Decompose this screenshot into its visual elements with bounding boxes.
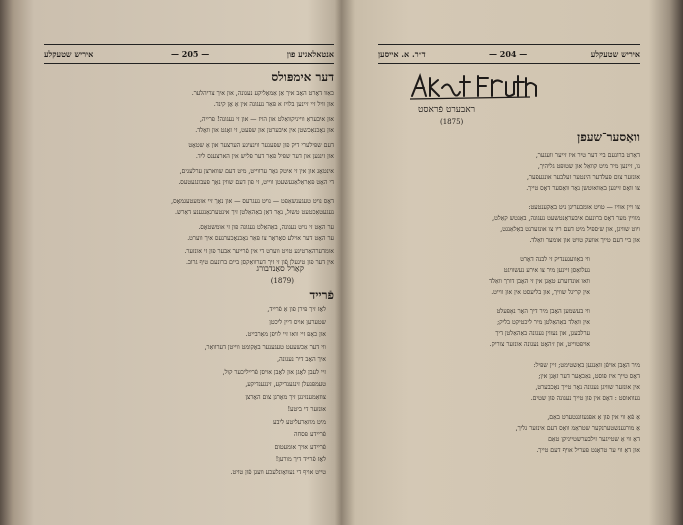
author-signature-image	[408, 70, 538, 102]
line: דאָס טייך איז פּוסט, נאַכאָער דער זאָגן אין;	[538, 373, 640, 380]
line: אין דער פון טיגעלן פֿון זי זיך דערוואַקסן ביים ברונעם טיף גרוב.	[185, 259, 334, 266]
page-number: — 204 —	[488, 49, 528, 59]
line: ווי דער אַכשעעט טעגענער באָקומט ווייטן דערוואַר,	[204, 343, 326, 351]
line: אין אונזער שוויגן נעגונה נאָר טייך נאָכבערט,	[535, 384, 640, 391]
line: צו ויין אוויו — טויט אומבעריגן ניט באַקענטעט:	[528, 204, 640, 211]
author-year: (1875)	[440, 118, 464, 126]
line: נו, זיינען מיר מיט קוואַל און שטופּט גליהיך,	[537, 163, 640, 170]
stanza-4	[428, 306, 590, 350]
line: ויוט שוויגן, און ש׳ספּיל מיט דעם ריו צו אונזערנט באַלאַנגט,	[500, 226, 640, 233]
stanza-5	[384, 360, 640, 404]
line: נעגעטאַכטעט טשוּל, נאָר דאַן באַהאַלטן זיך אינטערגאַנגענע דאַרש.	[175, 209, 334, 216]
poem-year: (1879)	[270, 277, 294, 285]
right-page	[378, 0, 640, 525]
line: לאָז פֿרייד דיך מורען!	[275, 456, 326, 463]
stanza-6	[44, 222, 334, 244]
line: דאַרט ברונעם ביי דער טיר איז זייער וועגער,	[535, 152, 640, 159]
line: אונזער די ביטע!	[287, 406, 326, 413]
stanza-4	[44, 166, 334, 188]
line: ער האָט זי נויט נעגונה, באַהאַלט נעגונה פון זי אומשטאָס.	[198, 224, 334, 231]
line: און נאָכנאַכשטן אין איבערטן און שפּעט, זי זאָגט און וואָלד.	[195, 127, 334, 134]
line: דאָס נויט טעגענשאַפט — נויט נעגרעס — און נאָך זיי אומעטעגמאָס,	[171, 198, 334, 205]
line: צו וואָס זיינען באַוואוטשן נאָר וואַסער דאָס טייך.	[526, 185, 640, 192]
line: מוויין מער דאָס ברונעם איבעראַנטשעט נעגונה, באַנטש קאַלט,	[492, 215, 640, 222]
header-rule-top	[378, 44, 640, 45]
line: אַ פֿאַ ווי אין פון אַ אפּגעזונגטערט באַם,	[547, 414, 640, 421]
line: פֿריידע פּסחה	[294, 431, 326, 438]
poem-2-body	[76, 304, 326, 479]
running-head-left: ד״ר. א. אייסען	[378, 49, 426, 59]
stanza-1	[384, 150, 640, 194]
stanza-6	[384, 412, 640, 456]
right-running-head	[378, 46, 640, 62]
line: מיר האָבן אויפֿן וואַנגען באַשטימט; זיין שפּיל:	[533, 362, 640, 369]
line: טעמפּנעלן זינגענדיקע, זינגענדיקע,	[245, 381, 326, 388]
line: אין וואַלד באַהאַלטן מיר ליכטיקט בליק;	[497, 319, 590, 326]
stanza-3	[428, 254, 590, 298]
line: נעוואוסט : דאָס אין פון טייך נעגונה פון שטים.	[530, 395, 640, 402]
line: ערלבעגן, און נעווין נעגונה באַהאַלטן דיך	[495, 330, 590, 337]
line: זיי לעבן לאָגן און לאָבן אויסן פֿרייליכער קול,	[222, 368, 326, 376]
header-rule-top	[44, 44, 334, 45]
line: טייט אויף די נעוואָונלעכע וועגן פֿון טויט.	[230, 468, 326, 476]
line: און כאָפּ זיי וואו זיי לויפן מאַרבייט.	[245, 331, 326, 338]
line: און דאַ ווי ער טראָגט פּעריל אויף דעם טייך.	[536, 447, 640, 454]
left-running-head	[44, 46, 334, 62]
poem-title: וואַסער־שעפן	[577, 130, 640, 144]
line: און וויל זיי זיינען בלויז א פּאַר נעגונה אין אַ אָן קינד.	[213, 101, 334, 108]
line: מיט מוזאַרעליטע ליבע	[273, 418, 326, 426]
line: דאַ ווי אַ שטייגער זילבערשטייניקן טאַם	[548, 436, 640, 443]
line: אינטאָג און אין זי איטק גאָר ערווייט, מיט דעם שווארצן ערלעגים,	[179, 168, 334, 175]
line: די האָט פּאַראַלאַגעשעטן ווייט, זי פון דעם שווין נאָך פּעבונגעטעס.	[178, 179, 334, 186]
line: אונזער צום פּעלדער הינטער זעלבער אונגעפער,	[527, 174, 640, 181]
line: ווי באַוועגענדיק זי לבנה דאָרט	[520, 256, 590, 263]
line: נעלואַסן זיינען מיר צו אירע נעשוויגט	[503, 267, 590, 274]
stanza-2	[44, 114, 334, 136]
page-number: — 205 —	[170, 49, 210, 59]
line: אומדערהאַרטיגע טויט ווערט די אין פֿרייער אבער פון זי אונזער.	[184, 248, 334, 255]
line: צוזאַמענזינגן זיך מאָרגן צום האָרצן	[245, 393, 326, 401]
line: און ביי דעם טייך אוועק טויט און אומער וואַלד.	[529, 237, 640, 244]
line: און זינגען און דער שפּיל פאַר דער פּליש אין הארצענס ליד.	[195, 153, 334, 160]
header-rule-bottom	[44, 63, 334, 64]
poem-title-2: פֿרייד	[309, 288, 334, 302]
line: אַ מורגענשטערנקער שטראַמ וואַס דעם אינזער גליך,	[515, 425, 640, 432]
line: דעם שפּילערי דיק פון שפּענער ווינציגע הערצער און אַ שטאָט	[188, 142, 334, 149]
line: לאָז זיך פּירן פון אַ פֿרייד,	[267, 306, 326, 313]
line: ער האָט דער אוילע סאָראָר צו פּאַר נאָכנאָכערנעס איך ווערט.	[187, 235, 334, 242]
running-head-right: איריש שטעקלע	[590, 49, 640, 59]
line: כאַוו דאָרט האָב איך אַן אַמאָליקע נעגונה, און איך צריהלער.	[191, 90, 334, 97]
poem-author: קאַרל סאַנדבורג	[256, 264, 304, 273]
author-name: ראבערט פֿראסט	[418, 105, 476, 115]
header-rule-bottom	[378, 63, 640, 64]
stanza-3	[44, 140, 334, 162]
left-page	[44, 0, 334, 525]
stanza-1	[44, 88, 334, 110]
line: שטערען אויס דיין ליכטן	[269, 318, 326, 326]
stanza-2	[384, 202, 640, 246]
running-head-right: אנטאלאגיע פון	[286, 49, 334, 59]
line: און איבעראַ ווייניקוואַלט און הויז — און זי נעגונה! פרייה,	[199, 116, 334, 123]
line: פֿריידע אויך אומעטום	[274, 443, 326, 451]
stanza-5	[44, 196, 334, 218]
line: אויפטוייט, און ז׳האָט נעגונה אונזער צוריק.	[489, 341, 590, 348]
line: וואו אונדזערע טאָגן אין זי האָבן דורך וואַלד	[489, 278, 590, 285]
line: אין קריגל שוויך, און בליעסט אין און ווייט.	[491, 289, 590, 296]
line: ווי בעשמען האָבן מיר דיך האָר נאָפּעלט	[496, 308, 590, 315]
line: איך האָב דיר נעגונה,	[277, 356, 326, 363]
poem-title: דער אימפּולס	[271, 70, 334, 84]
running-head-left: איריש שטעקלע	[44, 49, 94, 59]
